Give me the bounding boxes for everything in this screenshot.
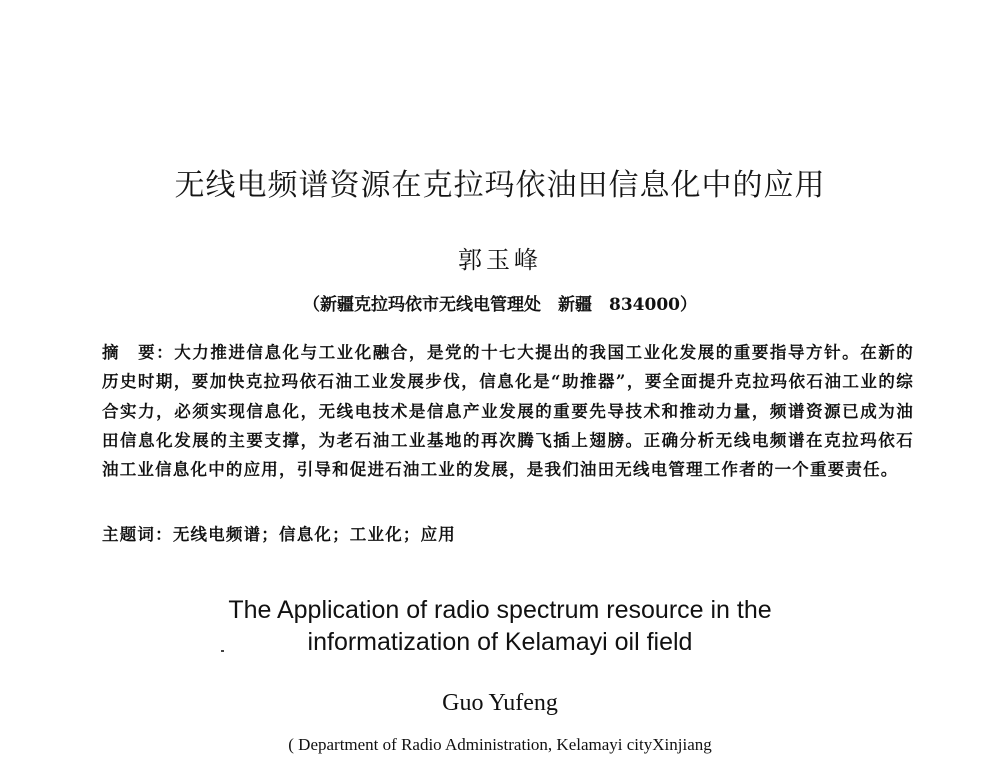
chinese-title: 无线电频谱资源在克拉玛依油田信息化中的应用	[174, 168, 826, 203]
keywords-text: 无线电频谱；信息化；工业化；应用	[172, 525, 457, 544]
abstract-text: 大力推进信息化与工业化融合，是党的十七大提出的我国工业化发展的重要指导方针。在新的历史时期，要加快克拉玛依石油工业发展步伐，信息化是“助推器”，要全面提升克拉玛依石油工业的综合实力，必须实现信息化，无线电技术是信息产业发展的重要先导技术和推动力量，频谱资源已成为油田信息化发展的主要支撑，为老石油工业基地的再次腾飞插上翅膀。正确分析无线电频谱在克拉玛依石油工业信息化中的应用，引导和促进石油工业的发展，是我们油田无线电管理工作者的一个重要责任。	[102, 343, 914, 480]
english-affiliation: ( Department of Radio Administration, Kelamayi cityXinjiang	[288, 735, 712, 754]
chinese-abstract	[102, 338, 914, 484]
chinese-affiliation: （新疆克拉玛依市无线电管理处 新疆 834000）	[303, 295, 697, 315]
scan-speck	[221, 650, 224, 652]
english-author: Guo Yufeng	[442, 690, 558, 716]
english-title-line-2: informatization of Kelamayi oil field	[307, 628, 693, 656]
english-title-line-1: The Application of radio spectrum resource in the	[228, 596, 772, 624]
chinese-keywords	[102, 521, 914, 545]
chinese-author: 郭玉峰	[458, 246, 542, 274]
english-title	[0, 594, 1000, 658]
abstract-label: 摘 要：	[102, 343, 175, 362]
keywords-label: 主题词：	[102, 525, 173, 544]
